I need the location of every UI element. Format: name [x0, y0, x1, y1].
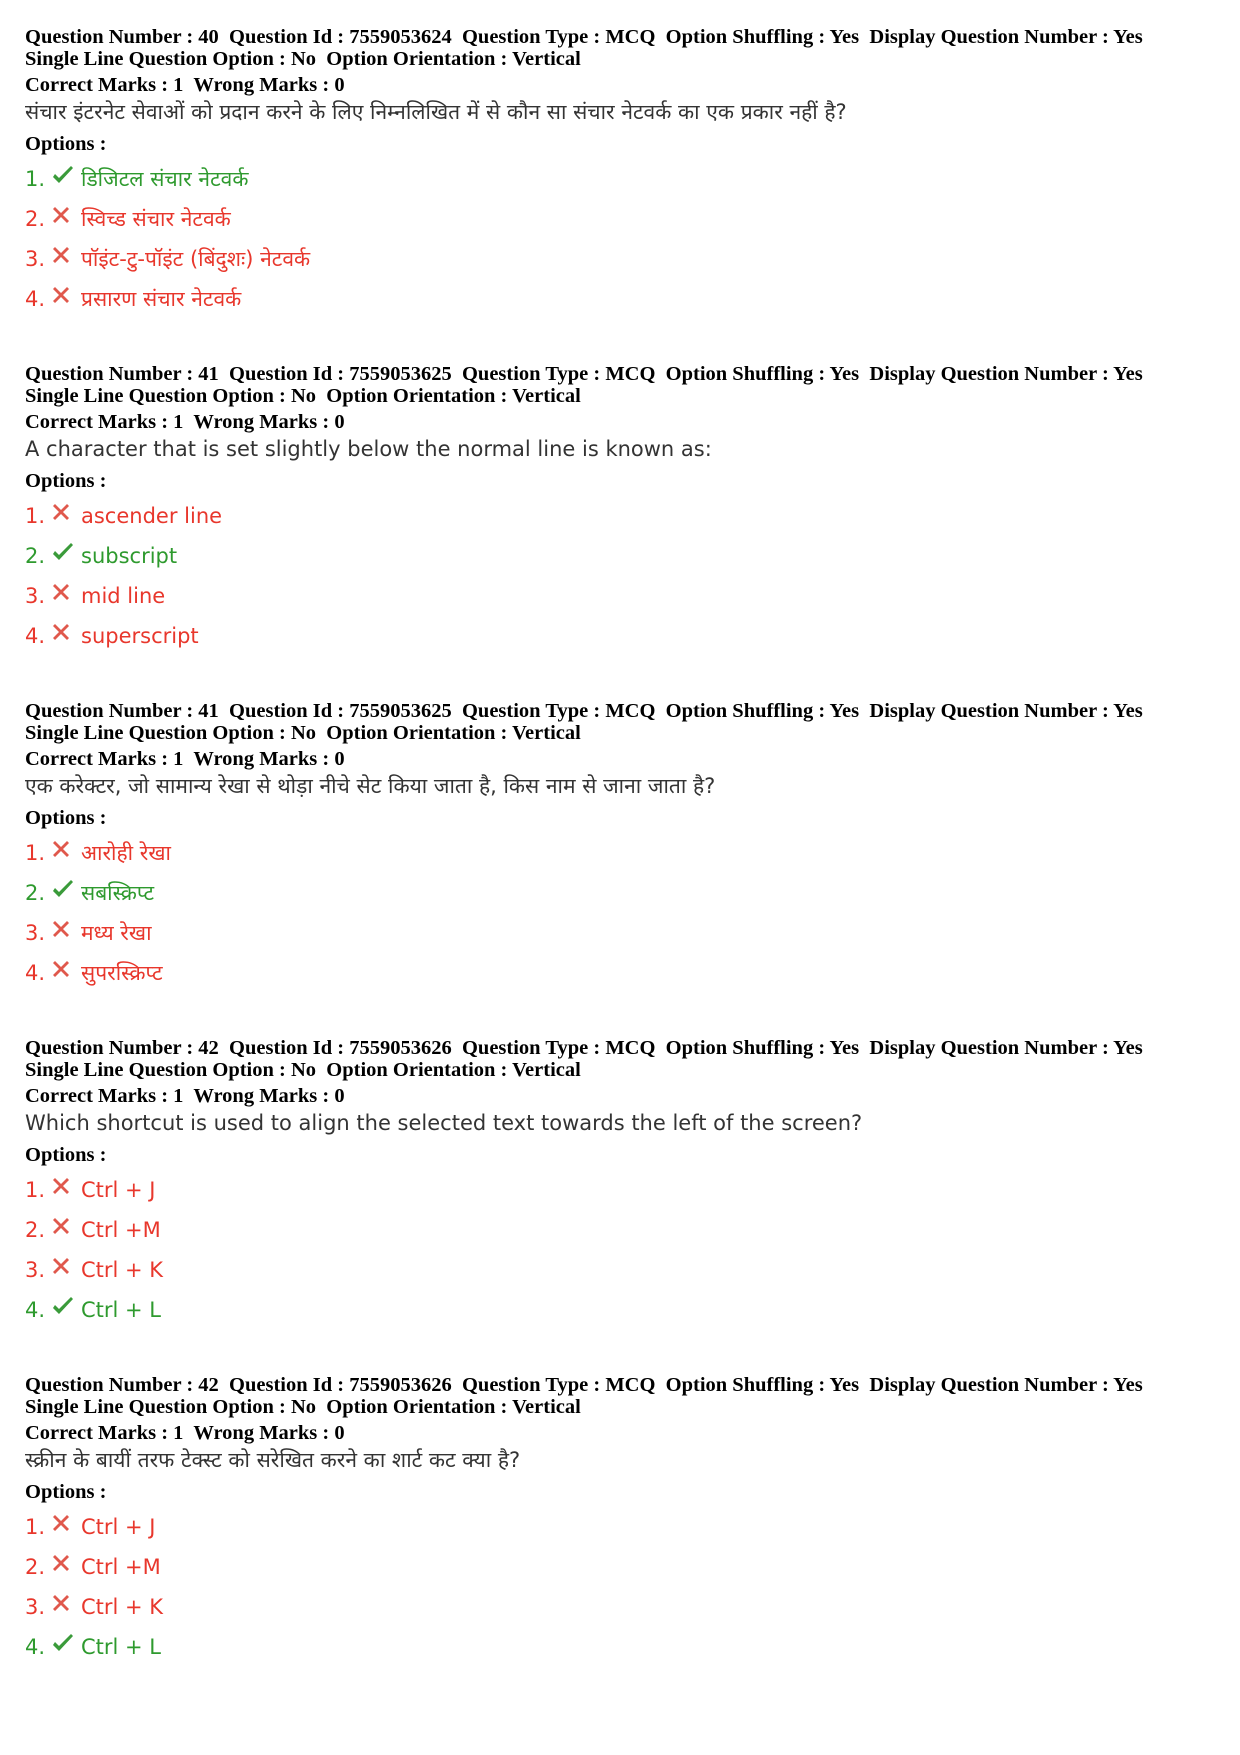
option-label: स्विच्ड संचार नेटवर्क — [81, 207, 231, 231]
question-block — [25, 26, 1225, 363]
question-marks: Correct Marks : 1 Wrong Marks : 0 — [25, 74, 345, 96]
option-correct — [25, 873, 1225, 913]
question-text: संचार इंटरनेट सेवाओं को प्रदान करने के लिए निम्नलिखित में से कौन सा संचार नेटवर्क का एक प्रकार नहीं है? — [25, 100, 847, 124]
cross-icon — [51, 502, 81, 530]
options-list — [25, 1170, 1225, 1330]
question-block — [25, 363, 1225, 700]
option-wrong — [25, 913, 1225, 953]
question-paper — [25, 26, 1225, 1711]
option-wrong — [25, 576, 1225, 616]
option-number: 4. — [25, 1298, 46, 1322]
question-meta-line1: Question Number : 42 Question Id : 7559053626 Question Type : MCQ Option Shuffling : Yes Display Question Number : Yes — [25, 1374, 1143, 1396]
question-meta-line2: Single Line Question Option : No Option Orientation : Vertical — [25, 48, 581, 70]
cross-icon — [51, 1216, 81, 1244]
options-list — [25, 496, 1225, 656]
question-block — [25, 1037, 1225, 1374]
option-label: mid line — [81, 584, 166, 608]
option-label: subscript — [81, 544, 178, 568]
option-wrong — [25, 279, 1225, 319]
cross-icon — [51, 1553, 81, 1581]
check-icon — [51, 542, 81, 570]
cross-icon — [51, 582, 81, 610]
question-marks: Correct Marks : 1 Wrong Marks : 0 — [25, 748, 345, 770]
option-wrong — [25, 1210, 1225, 1250]
option-label: प्रसारण संचार नेटवर्क — [81, 287, 242, 311]
option-wrong — [25, 496, 1225, 536]
question-meta-line2: Single Line Question Option : No Option Orientation : Vertical — [25, 1059, 581, 1081]
question-text: स्क्रीन के बायीं तरफ टेक्स्ट को सरेखित करने का शार्ट कट क्या है? — [25, 1448, 521, 1472]
question-meta-line1: Question Number : 41 Question Id : 7559053625 Question Type : MCQ Option Shuffling : Yes Display Question Number : Yes — [25, 363, 1143, 385]
option-wrong — [25, 833, 1225, 873]
option-number: 3. — [25, 1258, 46, 1282]
option-label: Ctrl + K — [81, 1595, 164, 1619]
option-correct — [25, 536, 1225, 576]
option-label: सुपरस्क्रिप्ट — [81, 961, 163, 985]
options-label: Options : — [25, 1144, 107, 1166]
question-block — [25, 1374, 1225, 1711]
option-label: Ctrl + L — [81, 1298, 162, 1322]
option-number: 3. — [25, 1595, 46, 1619]
option-number: 1. — [25, 1178, 46, 1202]
option-wrong — [25, 199, 1225, 239]
options-list — [25, 1507, 1225, 1667]
option-number: 2. — [25, 1555, 46, 1579]
option-number: 1. — [25, 167, 46, 191]
option-number: 3. — [25, 584, 46, 608]
options-label: Options : — [25, 807, 107, 829]
option-wrong — [25, 1547, 1225, 1587]
option-label: मध्य रेखा — [81, 921, 152, 945]
option-label: आरोही रेखा — [81, 841, 171, 865]
option-label: पॉइंट-टु-पॉइंट (बिंदुशः) नेटवर्क — [81, 247, 311, 271]
option-label: superscript — [81, 624, 199, 648]
option-number: 1. — [25, 1515, 46, 1539]
option-wrong — [25, 1170, 1225, 1210]
question-marks: Correct Marks : 1 Wrong Marks : 0 — [25, 411, 345, 433]
option-label: Ctrl + J — [81, 1178, 156, 1202]
option-number: 3. — [25, 247, 46, 271]
cross-icon — [51, 1593, 81, 1621]
option-number: 2. — [25, 544, 46, 568]
option-number: 2. — [25, 207, 46, 231]
question-marks: Correct Marks : 1 Wrong Marks : 0 — [25, 1085, 345, 1107]
cross-icon — [51, 919, 81, 947]
option-label: डिजिटल संचार नेटवर्क — [81, 167, 249, 191]
check-icon — [51, 879, 81, 907]
option-number: 2. — [25, 1218, 46, 1242]
option-wrong — [25, 616, 1225, 656]
option-number: 1. — [25, 504, 46, 528]
question-meta-line2: Single Line Question Option : No Option Orientation : Vertical — [25, 722, 581, 744]
question-text: A character that is set slightly below the normal line is known as: — [25, 437, 712, 461]
option-number: 4. — [25, 287, 46, 311]
question-marks: Correct Marks : 1 Wrong Marks : 0 — [25, 1422, 345, 1444]
cross-icon — [51, 1513, 81, 1541]
option-label: सबस्क्रिप्ट — [81, 881, 155, 905]
question-meta-line2: Single Line Question Option : No Option Orientation : Vertical — [25, 385, 581, 407]
cross-icon — [51, 839, 81, 867]
option-number: 4. — [25, 961, 46, 985]
option-correct — [25, 1290, 1225, 1330]
question-block — [25, 700, 1225, 1037]
option-wrong — [25, 1250, 1225, 1290]
options-list — [25, 159, 1225, 319]
question-meta-line2: Single Line Question Option : No Option Orientation : Vertical — [25, 1396, 581, 1418]
cross-icon — [51, 1256, 81, 1284]
option-correct — [25, 1627, 1225, 1667]
option-number: 4. — [25, 1635, 46, 1659]
cross-icon — [51, 622, 81, 650]
cross-icon — [51, 205, 81, 233]
options-label: Options : — [25, 1481, 107, 1503]
cross-icon — [51, 959, 81, 987]
question-meta-line1: Question Number : 40 Question Id : 7559053624 Question Type : MCQ Option Shuffling : Yes Display Question Number : Yes — [25, 26, 1143, 48]
option-wrong — [25, 1587, 1225, 1627]
question-text: एक करेक्टर, जो सामान्य रेखा से थोड़ा नीचे सेट किया जाता है, किस नाम से जाना जाता है? — [25, 774, 716, 798]
option-number: 1. — [25, 841, 46, 865]
option-wrong — [25, 1507, 1225, 1547]
check-icon — [51, 1633, 81, 1661]
option-number: 2. — [25, 881, 46, 905]
option-correct — [25, 159, 1225, 199]
question-meta-line1: Question Number : 42 Question Id : 7559053626 Question Type : MCQ Option Shuffling : Yes Display Question Number : Yes — [25, 1037, 1143, 1059]
options-list — [25, 833, 1225, 993]
option-wrong — [25, 239, 1225, 279]
option-number: 3. — [25, 921, 46, 945]
check-icon — [51, 1296, 81, 1324]
option-label: Ctrl + K — [81, 1258, 164, 1282]
option-label: Ctrl +M — [81, 1218, 161, 1242]
option-wrong — [25, 953, 1225, 993]
cross-icon — [51, 1176, 81, 1204]
options-label: Options : — [25, 133, 107, 155]
options-label: Options : — [25, 470, 107, 492]
check-icon — [51, 165, 81, 193]
option-label: Ctrl + J — [81, 1515, 156, 1539]
option-label: Ctrl + L — [81, 1635, 162, 1659]
option-label: ascender line — [81, 504, 223, 528]
question-meta-line1: Question Number : 41 Question Id : 7559053625 Question Type : MCQ Option Shuffling : Yes Display Question Number : Yes — [25, 700, 1143, 722]
option-number: 4. — [25, 624, 46, 648]
question-text: Which shortcut is used to align the selected text towards the left of the screen? — [25, 1111, 863, 1135]
cross-icon — [51, 245, 81, 273]
option-label: Ctrl +M — [81, 1555, 161, 1579]
cross-icon — [51, 285, 81, 313]
